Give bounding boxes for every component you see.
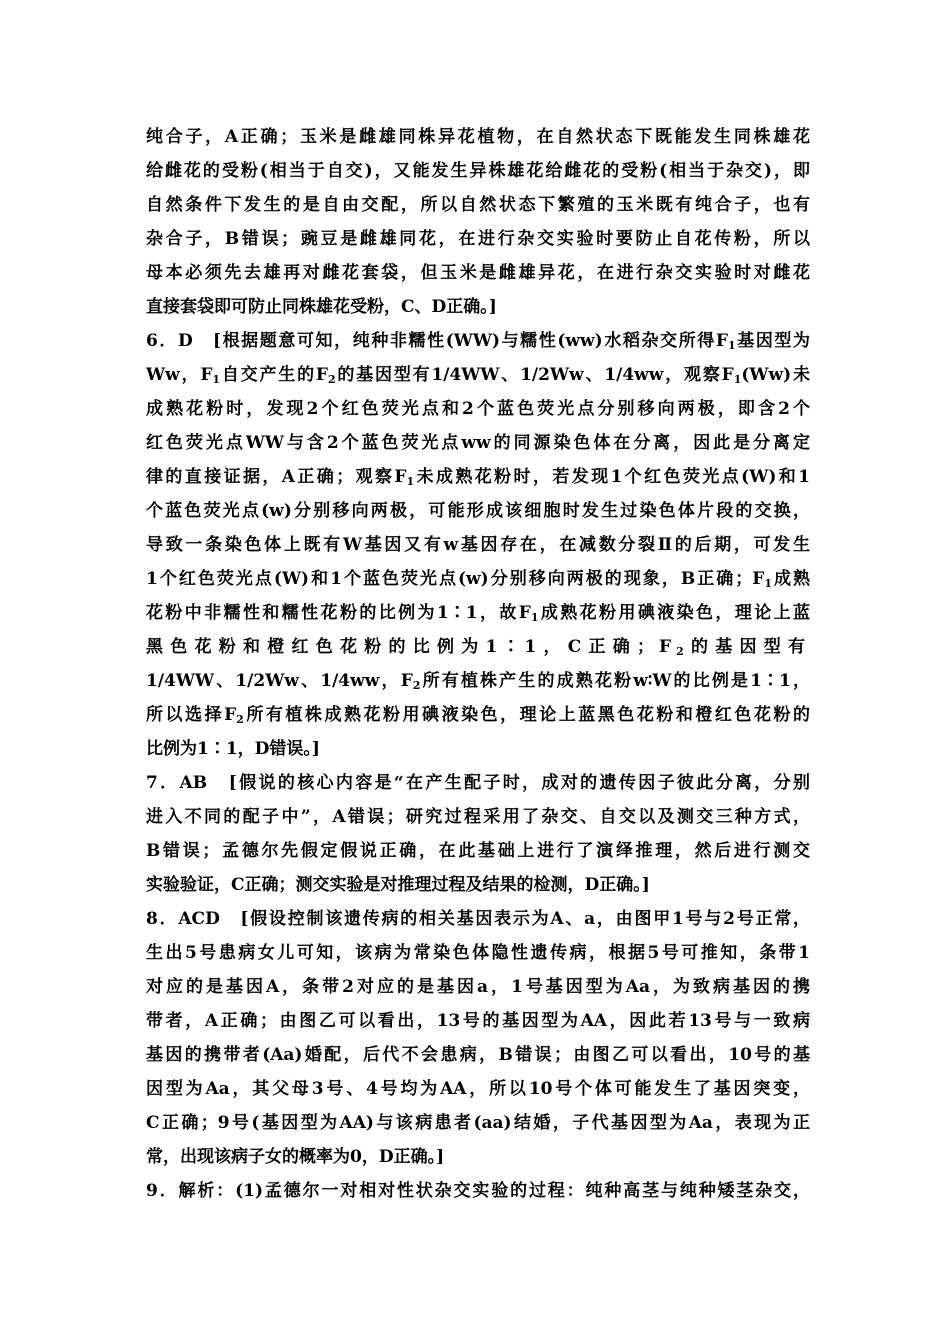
text-line: 直接套袋即可防止同株雄花受粉，C、D正确。]	[146, 297, 497, 317]
text-line: 7．AB [假说的核心内容是“在产生配子时，成对的遗传因子彼此分离，分别	[146, 773, 810, 793]
text-line: 因型为Aa，其父母3号、4号均为AA，所以10号个体可能发生了基因突变，	[146, 1079, 810, 1099]
text-line: Ww，$F_1$自交产生的$F_2$的基因型有1/4WW、1/2Ww、1/4ww，观察$F_1(Ww)$未	[146, 365, 810, 386]
text-line: 给雌花的受粉(相当于自交)，又能发生异株雄花给雌花的受粉(相当于杂交)，即	[146, 161, 810, 181]
text-line: B错误；孟德尔先假定假说正确，在此基础上进行了演绎推理，然后进行测交	[146, 841, 810, 861]
text-line: 律的直接证据，A正确；观察$F_1$未成熟花粉时，若发现1个红色荧光点(W)和1	[146, 467, 810, 488]
text-line: 导致一条染色体上既有W基因又有w基因存在，在减数分裂Ⅱ的后期，可发生	[146, 535, 810, 555]
text-line: 自然条件下发生的是自由交配，所以自然状态下繁殖的玉米既有纯合子，也有	[146, 195, 810, 215]
text-line: C正确；9号(基因型为AA)与该病患者(aa)结婚，子代基因型为Aa，表现为正	[146, 1113, 810, 1133]
text-line: 带者，A正确；由图乙可以看出，13号的基因型为AA，因此若13号与一致病	[146, 1011, 810, 1031]
text-line: 进入不同的配子中”，A错误；研究过程采用了杂交、自交以及测交三种方式，	[146, 807, 810, 827]
text-line: 对应的是基因A，条带2对应的是基因a，1号基因型为Aa，为致病基因的携	[146, 977, 810, 997]
text-line: 成熟花粉时，发现2个红色荧光点和2个蓝色荧光点分别移向两极，即含2个	[146, 399, 810, 419]
text-line: 6．D [根据题意可知，纯种非糯性(WW)与糯性(ww)水稻杂交所得$F_1$基因型为	[146, 331, 810, 352]
text-line: 杂合子，B错误；豌豆是雌雄同花，在进行杂交实验时要防止自花传粉，所以	[146, 229, 810, 249]
text-line: 比例为1∶1，D错误。]	[146, 739, 320, 759]
text-line: 纯合子，A正确；玉米是雌雄同株异花植物，在自然状态下既能发生同株雄花	[146, 127, 810, 147]
text-line: 黑色花粉和橙红色花粉的比例为1∶1，C正确；$F_2$的基因型有	[146, 637, 810, 658]
text-line: 常，出现该病子女的概率为0，D正确。]	[146, 1147, 445, 1167]
text-line: 红色荧光点WW与含2个蓝色荧光点ww的同源染色体在分离，因此是分离定	[146, 433, 810, 453]
text-line: 生出5号患病女儿可知，该病为常染色体隐性遗传病，根据5号可推知，条带1	[146, 943, 810, 963]
text-line: 1个红色荧光点(W)和1个蓝色荧光点(w)分别移向两极的现象，B正确；$F_1$成熟	[146, 569, 810, 590]
text-line: 基因的携带者(Aa)婚配，后代不会患病，B错误；由图乙可以看出，10号的基	[146, 1045, 810, 1065]
text-line: 花粉中非糯性和糯性花粉的比例为1∶1，故$F_1$成熟花粉用碘液染色，理论上蓝	[146, 603, 810, 624]
text-line: 1/4WW、1/2Ww、1/4ww，$F_2$所有植株产生的成熟花粉w∶W的比例是1∶1，	[146, 671, 810, 692]
text-line: 所以选择$F_2$所有植株成熟花粉用碘液染色，理论上蓝黑色花粉和橙红色花粉的	[146, 705, 810, 726]
text-line: 实验验证，C正确；测交实验是对推理过程及结果的检测，D正确。]	[146, 875, 650, 895]
text-line: 8．ACD [假设控制该遗传病的相关基因表示为A、a，由图甲1号与2号正常，	[146, 909, 810, 929]
text-line: 母本必须先去雄再对雌花套袋，但玉米是雌雄异花，在进行杂交实验时对雌花	[146, 263, 810, 283]
text-line: 9．解析：(1)孟德尔一对相对性状杂交实验的过程：纯种高茎与纯种矮茎杂交，	[146, 1181, 810, 1201]
text-line: 个蓝色荧光点(w)分别移向两极，可能形成该细胞时发生过染色体片段的交换，	[146, 501, 810, 521]
